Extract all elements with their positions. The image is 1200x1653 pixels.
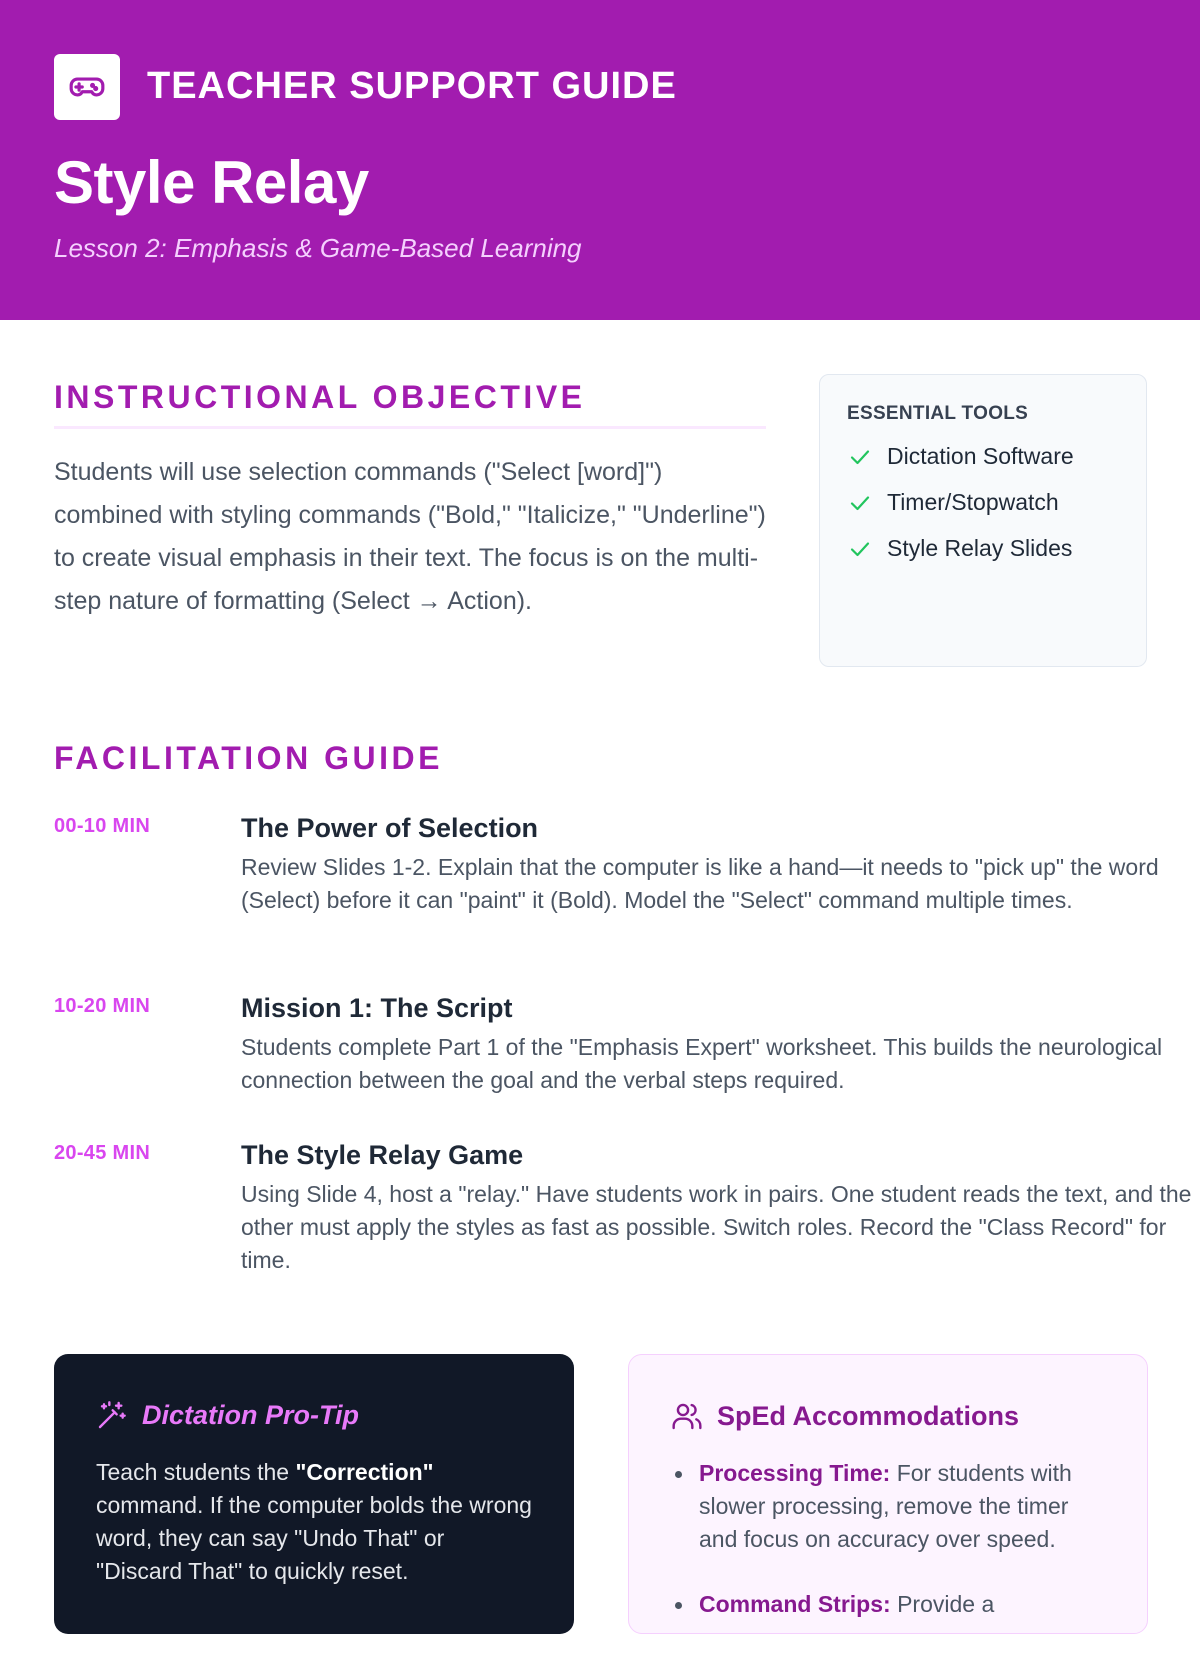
- step-time: 10-20 MIN: [54, 995, 151, 1017]
- check-icon: [847, 444, 873, 470]
- objective-heading: INSTRUCTIONAL OBJECTIVE: [54, 379, 586, 415]
- sped-item-label: Processing Time:: [699, 1460, 891, 1486]
- objective-divider: [54, 426, 766, 429]
- sped-item-text: For students with slower processing, remove the timer and focus on accuracy over speed.: [699, 1460, 1072, 1552]
- check-icon: [847, 490, 873, 516]
- sped-item: [671, 1457, 1111, 1556]
- tool-label: Style Relay Slides: [887, 535, 1073, 561]
- sped-accommodations-card: [628, 1354, 1148, 1634]
- users-icon: [671, 1400, 703, 1432]
- gamepad-icon: [68, 68, 106, 106]
- step-description: Using Slide 4, host a "relay." Have students work in pairs. One student reads the text, and the other must apply the styles as fast as possible. Switch roles. Record the "Class Record" for time.: [241, 1181, 1192, 1273]
- tool-item: [847, 489, 1059, 516]
- step-description: Students complete Part 1 of the "Emphasis Expert" worksheet. This builds the neurological connection between the goal and the verbal steps required.: [241, 1034, 1163, 1093]
- guide-eyebrow: TEACHER SUPPORT GUIDE: [147, 65, 677, 107]
- page-subtitle: Lesson 2: Emphasis & Game-Based Learning: [54, 233, 582, 263]
- sped-item-text: Provide a: [890, 1591, 995, 1617]
- sped-title: SpEd Accommodations: [717, 1400, 1020, 1431]
- pro-tip-text-start: Teach students the: [96, 1459, 296, 1485]
- sped-list: [671, 1457, 1111, 1653]
- sped-item: [671, 1588, 1111, 1621]
- objective-text: Students will use selection commands ("Select [word]") combined with styling commands ("Bold," "Italicize," "Underline") to create visual emphasis in their text. The focus is on the multi-step nature of formatting (Select → Action).: [54, 458, 766, 615]
- pro-tip-text-end: command. If the computer bolds the wrong word, they can say "Undo That" or "Discard That" to quickly reset.: [96, 1492, 532, 1584]
- page-title: Style Relay: [54, 149, 369, 216]
- logo-box: [54, 54, 120, 120]
- essential-tools-panel: [819, 374, 1147, 667]
- sped-header: [671, 1400, 1019, 1432]
- facilitation-heading: FACILITATION GUIDE: [54, 740, 443, 776]
- pro-tip-card: [54, 1354, 574, 1634]
- pro-tip-body: [96, 1456, 536, 1588]
- step-title: The Style Relay Game: [241, 1140, 524, 1170]
- check-icon: [847, 536, 873, 562]
- sped-item-label: Command Strips:: [699, 1591, 891, 1617]
- tool-item: [847, 535, 1072, 562]
- tool-label: Timer/Stopwatch: [887, 489, 1059, 515]
- step-title: The Power of Selection: [241, 813, 539, 843]
- pro-tip-command: "Correction": [295, 1459, 434, 1485]
- step-time: 20-45 MIN: [54, 1142, 151, 1164]
- tool-label: Dictation Software: [887, 443, 1074, 469]
- magic-wand-icon: [96, 1399, 128, 1431]
- header-banner: [0, 0, 1200, 320]
- step-time: 00-10 MIN: [54, 815, 151, 837]
- step-description: Review Slides 1-2. Explain that the computer is like a hand—it needs to "pick up" the word (Select) before it can "paint" it (Bold). Model the "Select" command multiple times.: [241, 854, 1159, 913]
- pro-tip-title: Dictation Pro-Tip: [142, 1399, 360, 1430]
- pro-tip-header: [96, 1399, 359, 1431]
- step-title: Mission 1: The Script: [241, 993, 513, 1023]
- tool-item: [847, 443, 1074, 470]
- tools-heading: ESSENTIAL TOOLS: [847, 403, 1029, 424]
